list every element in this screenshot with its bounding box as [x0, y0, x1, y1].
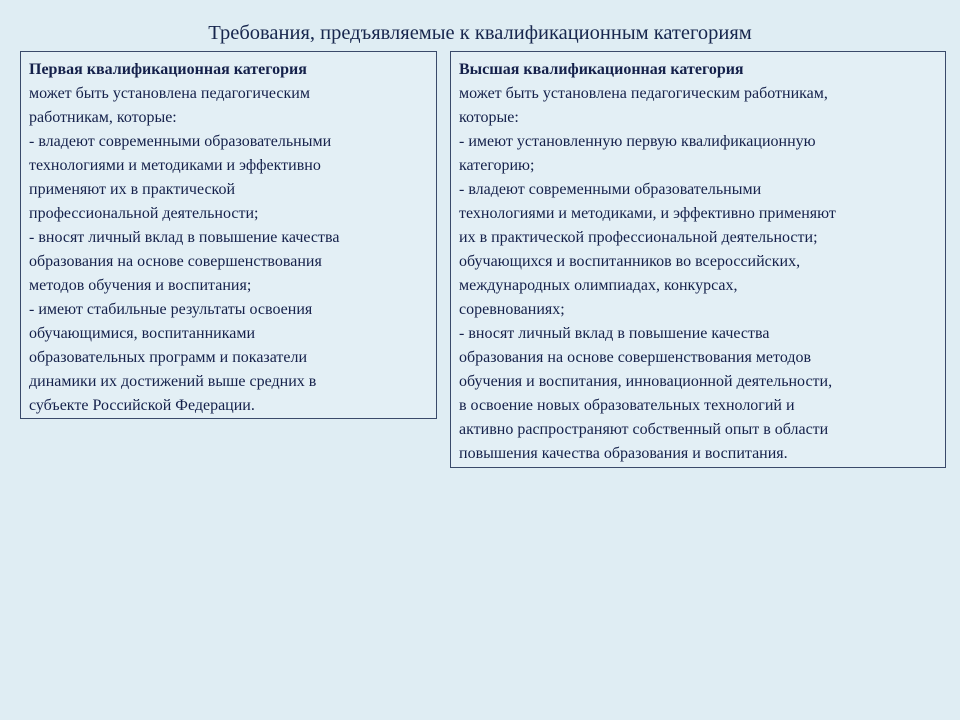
text-line: обучающихся и воспитанников во всероссийских,	[459, 253, 801, 270]
text-line: работникам, которые:	[29, 109, 177, 126]
highest-category-text	[459, 82, 941, 466]
text-line: применяют их в практической	[29, 181, 236, 198]
text-line: - владеют современными образовательными	[459, 181, 762, 198]
text-line: обучения и воспитания, инновационной деятельности,	[459, 373, 833, 390]
text-line: международных олимпиадах, конкурсах,	[459, 277, 738, 294]
text-line: технологиями и методиками, и эффективно применяют	[459, 205, 836, 222]
text-line: профессиональной деятельности;	[29, 205, 259, 222]
text-line: - имеют стабильные результаты освоения	[29, 301, 313, 318]
text-line: - имеют установленную первую квалификационную	[459, 133, 816, 150]
text-line: активно распространяют собственный опыт в области	[459, 421, 829, 438]
text-line: которые:	[459, 109, 519, 126]
first-category-text	[29, 82, 432, 418]
text-line: в освоение новых образовательных технологий и	[459, 397, 795, 414]
text-line: повышения качества образования и воспитания.	[459, 445, 788, 462]
text-line: образования на основе совершенствования	[29, 253, 322, 270]
text-line: образовательных программ и показатели	[29, 349, 308, 366]
text-line: категорию;	[459, 157, 535, 174]
text-line: образования на основе совершенствования методов	[459, 349, 812, 366]
first-category-heading: Первая квалификационная категория	[29, 61, 307, 78]
text-line: субъекте Российской Федерации.	[29, 397, 255, 414]
text-line: динамики их достижений выше средних в	[29, 373, 317, 390]
text-line: - владеют современными образовательными	[29, 133, 332, 150]
text-line: - вносят личный вклад в повышение качества	[29, 229, 340, 246]
first-category-box	[20, 51, 437, 419]
text-line: может быть установлена педагогическим работникам,	[459, 85, 828, 102]
slide-title: Требования, предъявляемые к квалификационным категориям	[208, 22, 752, 44]
highest-category-box	[450, 51, 946, 468]
text-line: - вносят личный вклад в повышение качества	[459, 325, 770, 342]
text-line: обучающимися, воспитанниками	[29, 325, 256, 342]
text-line: может быть установлена педагогическим	[29, 85, 310, 102]
text-line: методов обучения и воспитания;	[29, 277, 252, 294]
text-line: соревнованиях;	[459, 301, 565, 318]
highest-category-heading: Высшая квалификационная категория	[459, 61, 744, 78]
text-line: их в практической профессиональной деятельности;	[459, 229, 818, 246]
text-line: технологиями и методиками и эффективно	[29, 157, 321, 174]
